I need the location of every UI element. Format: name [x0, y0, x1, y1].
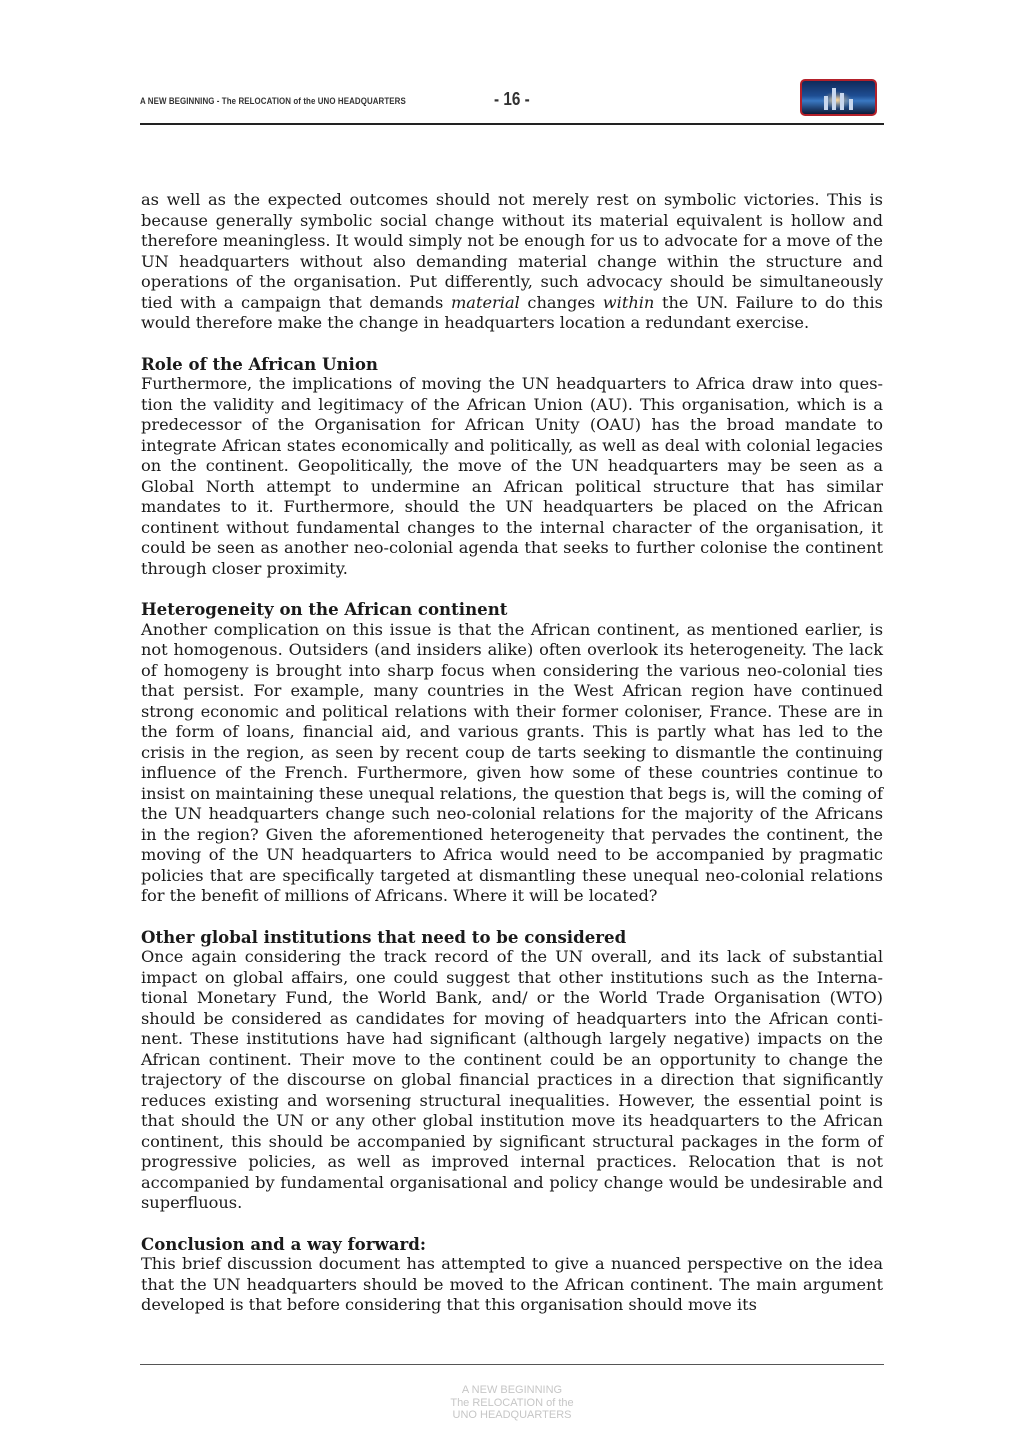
- city-skyline-thumbnail: [800, 79, 877, 116]
- section-heading: Other global institutions that need to be considered: [141, 926, 627, 947]
- section-conclusion: [141, 1234, 883, 1316]
- section-african-union: [141, 354, 883, 580]
- intro-paragraph: [141, 190, 883, 334]
- section-heterogeneity: [141, 599, 883, 907]
- intro-text-3: the UN. Failure to do this would therefore make the change in headquarters location a redundant exercise.: [141, 292, 883, 332]
- footer-line-1: A NEW BEGINNING: [461, 1384, 563, 1396]
- section-paragraph: Furthermore, the implications of moving the UN headquarters to Africa draw into question the validity and legitimacy of the African Union (AU). This organisation, which is a predecessor of the Organisation for African Unity (OAU) has the broad mandate to integrate African states economically and politically, as well as deal with colonial legacies on the continent. Geopolitically, the move of the UN headquarters may be seen as a Global North attempt to undermine an African political structure that has similar mandates to it. Furthermore, should the UN headquarters be placed on the African continent without fundamental changes to the internal character of the organisation, it could be seen as another neo-colonial agenda that seeks to further colonise the continent through closer proximity.: [141, 374, 883, 578]
- footer-line-3: UNO HEADQUARTERS: [452, 1409, 572, 1421]
- body-text: [141, 190, 883, 1316]
- section-heading: Conclusion and a way forward:: [141, 1233, 427, 1254]
- page-footer: [0, 1384, 1024, 1422]
- page-header: [140, 76, 884, 126]
- intro-text-1: as well as the expected outcomes should not merely rest on symbolic victories. This is because generally symbolic social change without its material equivalent is hollow and therefore meaningless. It would simply not be enough for us to advocate for a move of the UN headquarters without also demanding material change within the structure and operations of the organisation. Put differently, such advocacy should be simultaneously tied with a campaign that demands: [141, 190, 883, 312]
- running-title: A NEW BEGINNING - The RELOCATION of the UNO HEADQUARTERS: [140, 96, 406, 106]
- footer-divider: [140, 1364, 884, 1365]
- emphasis-material: material: [450, 292, 520, 312]
- section-paragraph: Another complication on this issue is that the African continent, as mentioned earlier, is not homogenous. Outsiders (and insiders alike) often overlook its heterogeneity. The lack of homogeny is brought into sharp focus when considering the various neo-colonial ties that persist. For example, many countries in the West African region have continued strong economic and political relations with their former coloniser, France. These are in the form of loans, financial aid, and various grants. This is partly what has led to the crisis in the region, as seen by recent coup de tarts seeking to dismantle the continuing influence of the French. Furthermore, given how some of these countries continue to insist on maintaining these unequal relations, the question that begs is, will the coming of the UN headquarters change such neo-colonial relations for the majority of the Africans in the region? Given the aforementioned heterogeneity that pervades the continent, the moving of the UN headquarters to Africa would need to be accompanied by pragmatic policies that are specifically targeted at dismantling these unequal neo-colonial relations for the benefit of millions of Africans. Where it will be located?: [141, 619, 883, 905]
- footer-line-2: The RELOCATION of the: [450, 1396, 574, 1409]
- section-heading: Role of the African Union: [141, 353, 378, 374]
- section-heading: Heterogeneity on the African continent: [141, 599, 508, 619]
- intro-text-2: changes: [519, 292, 603, 312]
- emphasis-within: within: [602, 292, 655, 312]
- header-divider: [140, 123, 884, 125]
- page-number: - 16 -: [494, 89, 530, 109]
- section-paragraph: Once again considering the track record of the UN overall, and its lack of substantial impact on global affairs, one could suggest that other institutions such as the International Monetary Fund, the World Bank, and/ or the World Trade Organisation (WTO) should be considered as candidates for moving of headquarters into the African continent. These institutions have had significant (although largely negative) impacts on the African continent. Their move to the continent could be an opportunity to change the trajectory of the discourse on global financial practices in a direction that significantly reduces existing and worsening structural inequalities. However, the essential point is that should the UN or any other global institution move its headquarters to the African continent, this should be accompanied by significant structural packages in the form of progressive policies, as well as improved internal practices. Relocation that is not accompanied by fundamental organisational and policy change would be undesirable and superfluous.: [141, 947, 883, 1212]
- section-paragraph: This brief discussion document has attempted to give a nuanced perspective on the idea that the UN headquarters should be moved to the African continent. The main argument developed is that before considering that this organisation should move its: [141, 1254, 883, 1314]
- section-other-institutions: [141, 927, 883, 1214]
